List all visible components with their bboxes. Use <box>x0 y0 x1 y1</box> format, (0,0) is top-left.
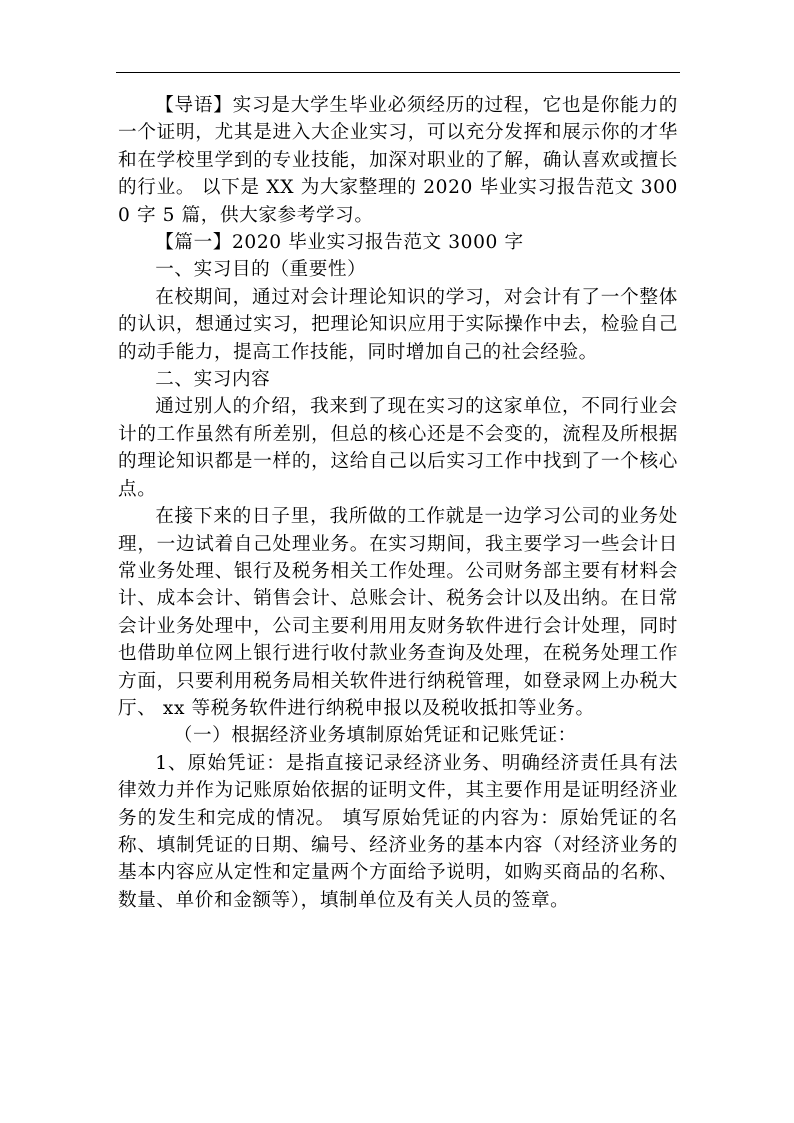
intro-paragraph: 【导语】实习是大学生毕业必须经历的过程，它也是你能力的一个证明，尤其是进入大企业实习，可以充分发挥和展示你的才华和在学校里学到的专业技能，加深对职业的了解，确认喜欢或擅长的行业。 以下是 XX 为大家整理的 2020 毕业实习报告范文 3000 字 5 篇，供大家参考学习。 <box>118 95 678 226</box>
content-paragraph-2: 在接下来的日子里，我所做的工作就是一边学习公司的业务处理，一边试着自己处理业务。在实习期间，我主要学习一些会计日常业务处理、银行及税务相关工作处理。公司财务部主要有材料会计、成本会计、销售会计、总账会计、税务会计以及出纳。在日常会计业务处理中，公司主要利用用友财务软件进行会计处理，同时也借助单位网上银行进行收付款业务查询及处理，在税务处理工作方面，只要利用税务局相关软件进行纳税管理，如登录网上办税大厅、 xx 等税务软件进行纳税申报以及税收抵扣等业务。 <box>118 506 678 719</box>
section-title: 【篇一】2020 毕业实习报告范文 3000 字 <box>155 232 524 254</box>
heading-content: 二、实习内容 <box>155 369 271 391</box>
original-voucher-paragraph: 1、原始凭证：是指直接记录经济业务、明确经济责任具有法律效力并作为记账原始依据的证明文件，其主要作用是证明经济业务的发生和完成的情况。 填写原始凭证的内容为：原始凭证的名称、填制凭证的日期、编号、经济业务的基本内容（对经济业务的基本内容应从定性和定量两个方面给予说明，如购买商品的名称、数量、单价和金额等），填制单位及有关人员的签章。 <box>118 752 678 911</box>
document-body <box>118 92 678 914</box>
content-paragraph-1: 通过别人的介绍，我来到了现在实习的这家单位，不同行业会计的工作虽然有所差别，但总的核心还是不会变的，流程及所根据的理论知识都是一样的，这给自己以后实习工作中找到了一个核心点。 <box>118 396 678 500</box>
subheading-vouchers: （一）根据经济业务填制原始凭证和记账凭证： <box>173 725 577 747</box>
purpose-paragraph: 在校期间，通过对会计理论知识的学习，对会计有了一个整体的认识，想通过实习，把理论知识应用于实际操作中去，检验自己的动手能力，提高工作技能，同时增加自己的社会经验。 <box>118 286 678 363</box>
header-rule <box>116 72 680 73</box>
heading-purpose: 一、实习目的（重要性） <box>155 259 367 281</box>
